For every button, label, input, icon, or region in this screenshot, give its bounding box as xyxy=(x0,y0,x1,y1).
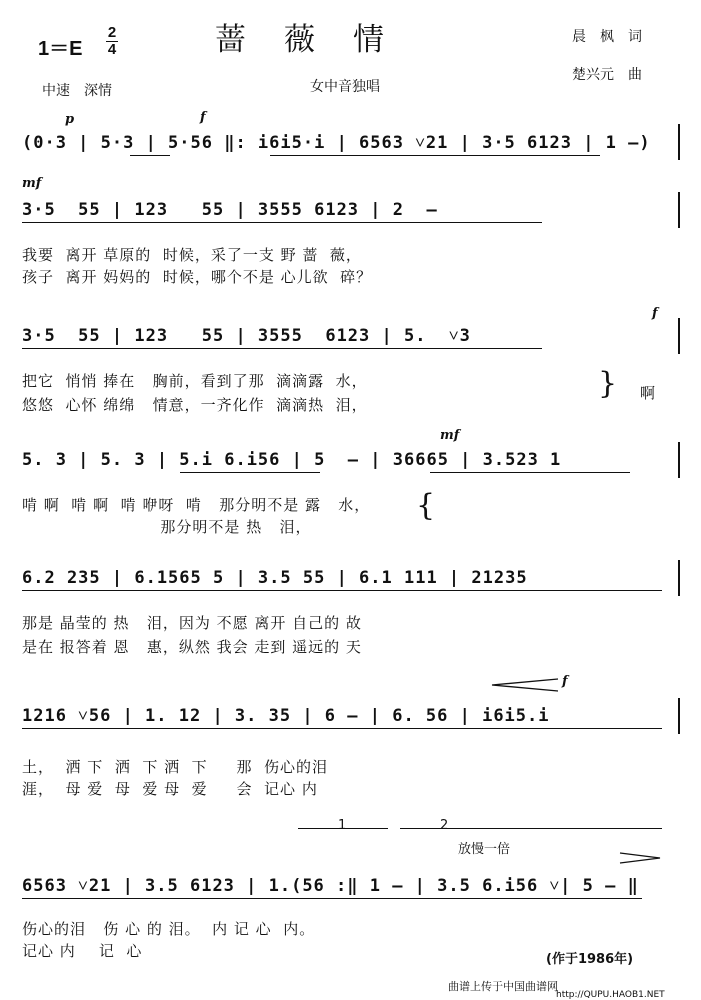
beam-underline xyxy=(430,472,630,473)
notation-line-5: 6.2 235 | 6.1565 5 | 3.5 55 | 6.1 111 | 21235 xyxy=(22,568,528,588)
barline xyxy=(678,560,680,596)
song-subtitle: 女中音独唱 xyxy=(310,79,380,95)
time-signature-top: 2 xyxy=(107,24,117,41)
verse-brace: { xyxy=(416,488,436,523)
barline xyxy=(678,192,680,228)
tempo-rit-marking: 放慢一倍 xyxy=(458,842,511,857)
lyrics-verse-1: 啃 啊 啃 啊 啃 咿呀 啃 那分明不是 露 水， xyxy=(22,496,371,514)
notation-line-4: 5. 3 | 5. 3 | 5.i 6.i56 | 5 — | 36665 | 3.523 1 xyxy=(22,450,562,470)
crescendo-hairpin xyxy=(490,678,560,692)
beam-underline xyxy=(22,898,642,899)
barline xyxy=(678,442,680,478)
lyrics-verse-2: 记心 内 记 心 xyxy=(22,942,143,960)
beam-underline xyxy=(22,348,542,349)
dynamic-marking: p xyxy=(65,112,75,127)
watermark-url: http://QUPU.HAOB1.NET xyxy=(556,990,665,1000)
tempo-marking: 中速 深情 xyxy=(42,83,112,99)
lyrics-verse-2: 悠悠 心怀 绵绵 情意，一齐化作 滴滴热 泪， xyxy=(22,396,368,414)
diminuendo-hairpin xyxy=(618,852,662,864)
time-signature xyxy=(106,26,118,57)
beam-underline xyxy=(22,590,662,591)
verse-brace: } xyxy=(598,366,618,401)
lyrics-verse-1: 伤心的泪 伤 心 的 泪。 内 记 心 内。 xyxy=(22,920,316,938)
side-lyric: 啊 xyxy=(640,384,657,402)
composition-date: (作于1986年) xyxy=(546,952,634,967)
notation-line-2: 3·5 55 | 123 55 | 3555 6123 | 2 — xyxy=(22,200,438,220)
barline xyxy=(678,124,680,160)
dynamic-marking: mf xyxy=(440,428,460,443)
lyrics-verse-2: 那分明不是 热 泪， xyxy=(22,518,312,536)
beam-underline xyxy=(22,728,662,729)
notation-line-3: 3·5 55 | 123 55 | 3555 6123 | 5. ˅3 xyxy=(22,326,471,346)
key-signature: 1＝E xyxy=(38,38,83,60)
volta-1-number: 1 xyxy=(338,818,347,833)
lyrics-verse-2: 涯， 母 爱 母 爱 母 爱 会 记心 内 xyxy=(22,780,318,798)
barline xyxy=(678,698,680,734)
lyrics-verse-1: 土， 洒 下 洒 下 洒 下 那 伤心的泪 xyxy=(22,758,329,776)
time-signature-bottom: 4 xyxy=(107,41,117,58)
notation-line-1: (0·3 | 5·3 | 5·56 ‖: i6i5·i | 6563 ˅21 | 3·5 6123 | 1 —) xyxy=(22,133,651,153)
dynamic-marking: f xyxy=(200,110,206,125)
lyricist-credit: 晨 枫 词 xyxy=(572,29,642,45)
beam-underline xyxy=(22,222,542,223)
dynamic-marking: f xyxy=(562,674,568,689)
lyrics-verse-2: 是在 报答着 恩 惠，纵然 我会 走到 遥远的 天 xyxy=(22,638,362,656)
beam-underline xyxy=(270,155,600,156)
volta-2-number: 2 xyxy=(440,818,449,833)
lyrics-verse-2: 孩子 离开 妈妈的 时候，哪个不是 心儿欲 碎？ xyxy=(22,268,373,286)
composer-credit: 楚兴元 曲 xyxy=(572,67,642,83)
barline xyxy=(678,318,680,354)
beam-underline xyxy=(130,155,170,156)
dynamic-marking: mf xyxy=(22,176,42,191)
watermark-text: 曲谱上传于中国曲谱网 xyxy=(448,980,558,993)
lyrics-verse-1: 把它 悄悄 捧在 胸前，看到了那 滴滴露 水， xyxy=(22,372,368,390)
song-title: 蔷薇情 xyxy=(215,22,422,58)
dynamic-marking: f xyxy=(652,306,658,321)
beam-underline xyxy=(180,472,320,473)
lyrics-verse-1: 我要 离开 草原的 时候，采了一支 野 蔷 薇， xyxy=(22,246,362,264)
notation-line-7: 6563 ˅21 | 3.5 6123 | 1.(56 :‖ 1 — | 3.5 6.i56 ˅| 5 — ‖ xyxy=(22,876,639,896)
notation-line-6: 1216 ˅56 | 1. 12 | 3. 35 | 6 — | 6. 56 | i6i5.i xyxy=(22,706,550,726)
lyrics-verse-1: 那是 晶莹的 热 泪，因为 不愿 离开 自己的 故 xyxy=(22,614,362,632)
